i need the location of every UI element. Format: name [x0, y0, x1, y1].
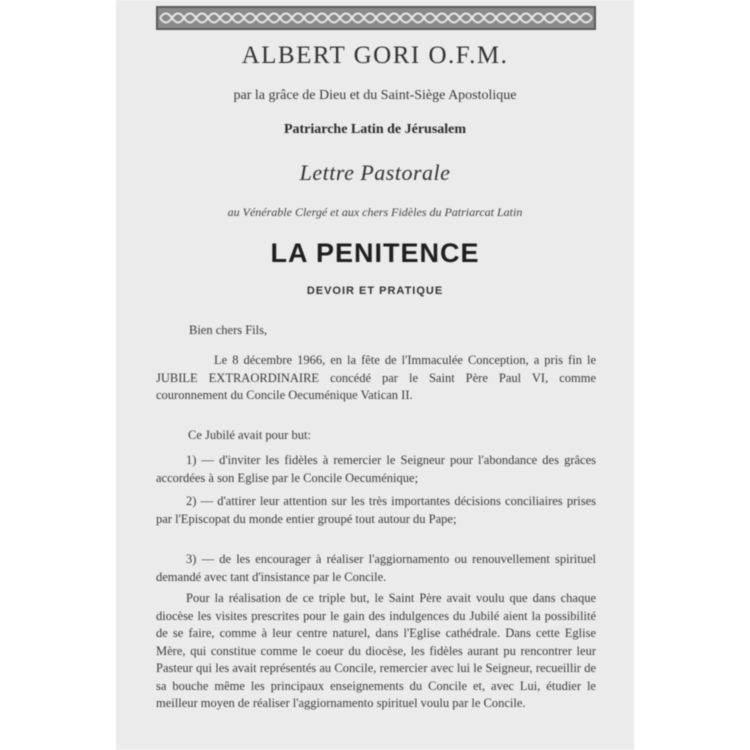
author-name: ALBERT GORI O.F.M. — [241, 42, 509, 69]
document-page — [116, 0, 634, 750]
letter-type: Lettre Pastorale — [299, 160, 451, 185]
list-item: 3) — de les encourager à réaliser l'aggiornamento ou renouvellement spirituel demandé avec tant d'insistance par le Concile. — [156, 552, 596, 584]
list-item: 1) — d'inviter les fidèles à remercier le Seigneur pour l'abondance des grâces accordées à son Eglise par le Concile Oecuménique; — [156, 453, 596, 485]
paragraph-purpose: Ce Jubilé avait pour but: — [188, 428, 311, 442]
decorative-border-ornament — [156, 6, 596, 30]
paragraph-intro: Le 8 décembre 1966, en la fête de l'Immaculée Conception, a pris fin le JUBILE EXTRAORDINAIRE concédé par le Saint Père Paul VI, comme couronnement du Concile Oecuménique Vatican II. — [156, 353, 596, 402]
patriarch-title: Patriarche Latin de Jérusalem — [283, 122, 467, 137]
addressee-line: au Vénérable Clergé et aux chers Fidèles du Patriarcat Latin — [227, 205, 523, 219]
salutation: Bien chers Fils, — [189, 323, 268, 337]
grace-line: par la grâce de Dieu et du Saint-Siège Apostolique — [233, 88, 517, 103]
list-item: 2) — d'attirer leur attention sur les très importantes décisions conciliaires prises par l'Episcopat du monde entier groupé tout autour du Pape; — [156, 494, 596, 526]
paragraph-realisation: Pour la réalisation de ce triple but, le Saint Père avait voulu que dans chaque diocèse les visites prescrites pour le gain des indulgences du Jubilé aient la possibilité de se faire, comme à leur centre naturel, dans l'Eglise cathédrale. Dans cette Eglise Mère, qui constitue comme le coeur du diocèse, les fidèles aurant pu rencontrer leur Pasteur qui les avait représentés au Concile, remercier avec lui le Seigneur, recueillir de sa bouche même les principaux enseignements du Concile et, avec Lui, étudier le meilleur moyen de réaliser l'aggiornamento spirituel voulu par le Concile. — [156, 591, 596, 710]
document-subtitle: DEVOIR ET PRATIQUE — [306, 285, 444, 297]
document-title: LA PENITENCE — [270, 238, 480, 268]
